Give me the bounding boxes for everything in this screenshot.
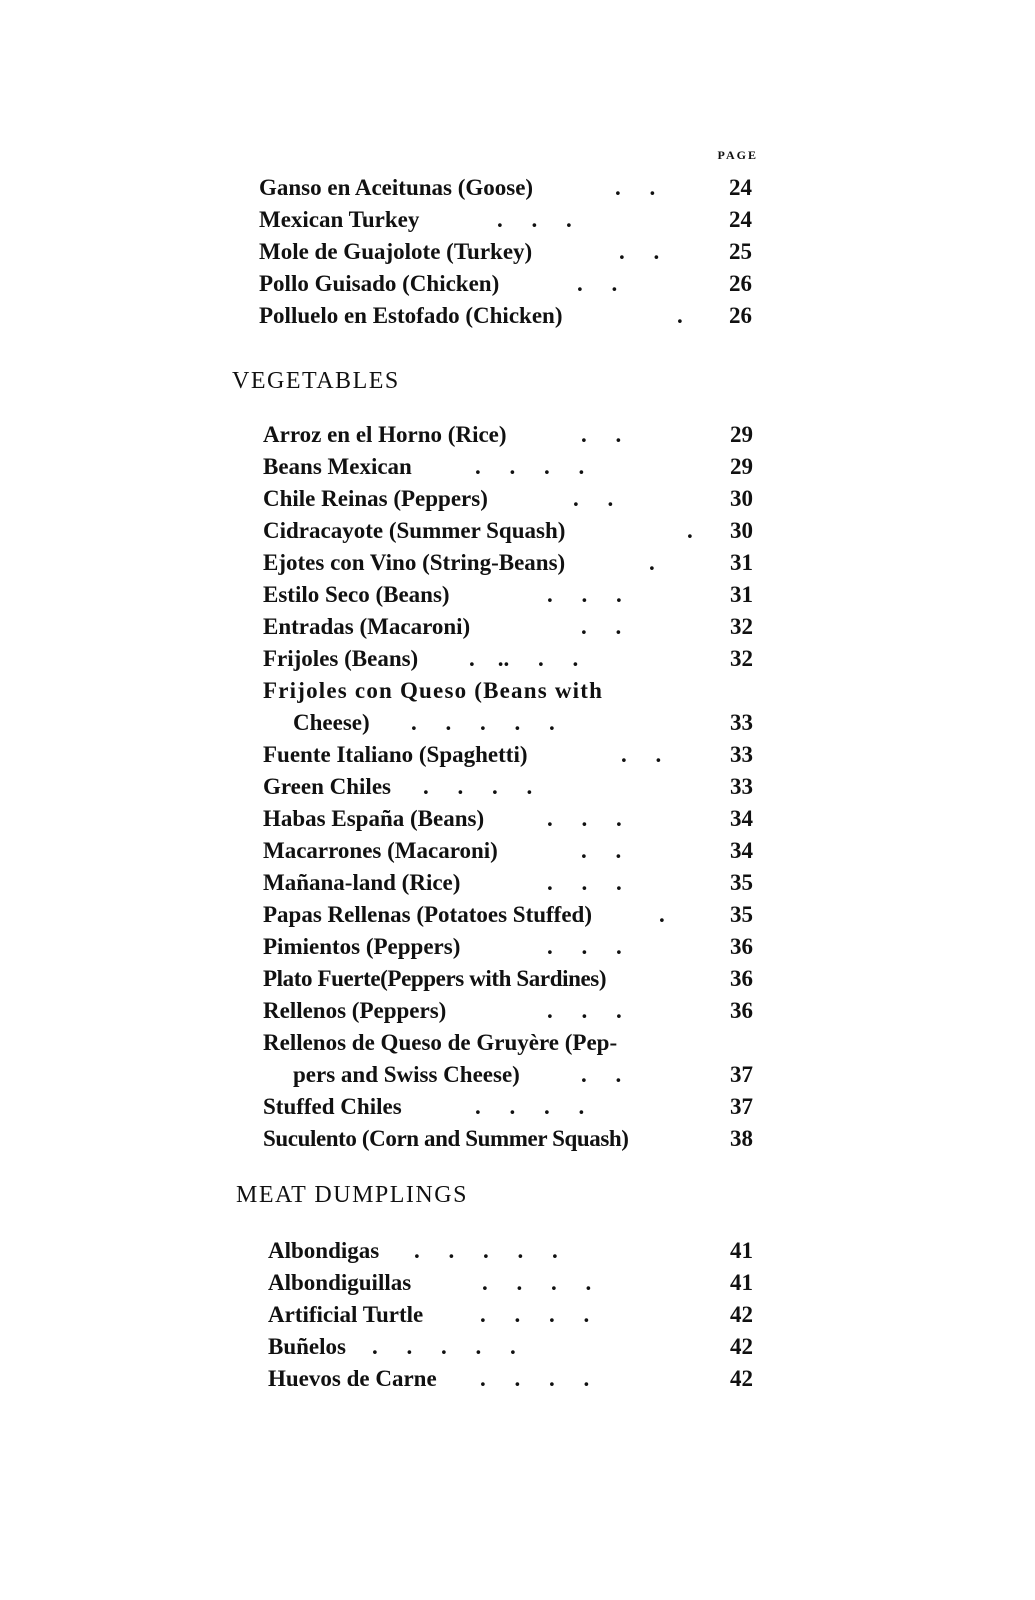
entry-title: Albondiguillas [268, 1270, 412, 1295]
entry-title: Mexican Turkey [259, 207, 420, 232]
entry-title: Rellenos de Queso de Gruyère (Pep- [263, 1030, 618, 1055]
entry-page: 31 [730, 550, 753, 575]
entry-page: 32 [730, 614, 753, 639]
entry-page: 30 [730, 486, 753, 511]
entry-page: 38 [730, 1126, 753, 1151]
leader-dots: . . [573, 486, 614, 511]
entry-title: Ejotes con Vino (String-Beans) [263, 550, 566, 575]
entry-page: 32 [730, 646, 753, 671]
entry-title: Plato Fuerte(Peppers with Sardines) [263, 966, 607, 991]
leader-dots: . . . . [480, 1302, 590, 1327]
section-heading-meat-dumplings: MEAT DUMPLINGS [236, 1182, 468, 1208]
toc-entry [263, 1123, 753, 1155]
entry-page: 24 [729, 207, 752, 232]
entry-page: 29 [730, 454, 753, 479]
toc-entry [263, 963, 753, 995]
entry-title: Suculento (Corn and Summer Squash) [263, 1126, 629, 1151]
leader-dots: . [677, 303, 683, 328]
entry-page: 29 [730, 422, 753, 447]
leader-dots: . . [581, 614, 622, 639]
toc-entry [259, 172, 752, 204]
toc-entry [259, 300, 752, 332]
leader-dots: . . . . [423, 774, 533, 799]
leader-dots: . . [577, 271, 618, 296]
entry-title: Chile Reinas (Peppers) [263, 486, 488, 511]
entry-page: 41 [730, 1270, 753, 1295]
toc-entry [263, 771, 753, 803]
entry-title: Estilo Seco (Beans) [263, 582, 450, 607]
entry-title: Mañana-land (Rice) [263, 870, 461, 895]
toc-entry [263, 483, 753, 515]
entry-title: Fuente Italiano (Spaghetti) [263, 742, 528, 767]
entry-title: Cidracayote (Summer Squash) [263, 518, 566, 543]
section-heading-vegetables: VEGETABLES [232, 368, 400, 394]
entry-page: 26 [729, 271, 752, 296]
entry-title-continued: Cheese) [293, 710, 370, 735]
entry-page: 30 [730, 518, 753, 543]
entry-title: Pimientos (Peppers) [263, 934, 461, 959]
leader-dots: . . . . [480, 1366, 590, 1391]
entry-page: 26 [729, 303, 752, 328]
entry-title: Papas Rellenas (Potatoes Stuffed) [263, 902, 592, 927]
toc-entry [263, 867, 753, 899]
toc-entry [268, 1331, 753, 1363]
toc-entry [263, 515, 753, 547]
entry-page: 33 [730, 742, 753, 767]
entry-title: Mole de Guajolote (Turkey) [259, 239, 533, 264]
entry-title: Habas España (Beans) [263, 806, 485, 831]
leader-dots: . . [619, 239, 660, 264]
toc-entry [268, 1267, 753, 1299]
entry-page: 37 [730, 1094, 753, 1119]
page-column-label: PAGE [717, 148, 758, 162]
toc-entry [263, 995, 753, 1027]
entry-page: 33 [730, 710, 753, 735]
entry-page: 36 [730, 966, 753, 991]
entry-title: Frijoles con Queso (Beans with [263, 678, 604, 703]
toc-entry [263, 451, 753, 483]
entry-title: Stuffed Chiles [263, 1094, 402, 1119]
leader-dots: . .. . . [469, 646, 579, 671]
toc-entry [268, 1299, 753, 1331]
leader-dots: . [687, 518, 693, 543]
toc-entry [263, 835, 753, 867]
entry-page: 42 [730, 1334, 753, 1359]
entry-page: 41 [730, 1238, 753, 1263]
leader-dots: . . . . . [414, 1238, 558, 1263]
leader-dots: . . . . [482, 1270, 592, 1295]
entry-title: Beans Mexican [263, 454, 412, 479]
entry-page: 34 [730, 838, 753, 863]
entry-title: Green Chiles [263, 774, 391, 799]
entry-title: Polluelo en Estofado (Chicken) [259, 303, 563, 328]
leader-dots: . . . [547, 582, 622, 607]
entry-title: Pollo Guisado (Chicken) [259, 271, 500, 296]
entry-page: 34 [730, 806, 753, 831]
leader-dots: . . [621, 742, 662, 767]
entry-page: 25 [729, 239, 752, 264]
entry-page: 42 [730, 1302, 753, 1327]
leader-dots: . . . . [475, 454, 585, 479]
entry-page: 37 [730, 1062, 753, 1087]
toc-entry [263, 579, 753, 611]
entry-page: 33 [730, 774, 753, 799]
toc-entry [263, 611, 753, 643]
toc-entry [263, 419, 753, 451]
leader-dots: . . . [547, 806, 622, 831]
toc-entry [263, 803, 753, 835]
entry-page: 35 [730, 902, 753, 927]
leader-dots: . . . . . [372, 1334, 516, 1359]
toc-entry [263, 643, 753, 675]
leader-dots: . [659, 902, 665, 927]
toc-entry [263, 931, 753, 963]
entry-title: Buñelos [268, 1334, 346, 1359]
toc-entry [259, 236, 752, 268]
toc-entry [268, 1235, 753, 1267]
entry-title: Rellenos (Peppers) [263, 998, 447, 1023]
toc-entry [263, 1091, 753, 1123]
entry-title: Artificial Turtle [268, 1302, 424, 1327]
leader-dots: . . [615, 175, 656, 200]
toc-entry [263, 739, 753, 771]
toc-entry-two-line [263, 675, 753, 739]
leader-dots: . . . [497, 207, 572, 232]
leader-dots: . . . [547, 934, 622, 959]
toc-entry [263, 547, 753, 579]
leader-dots: . . [581, 422, 622, 447]
entry-title: Albondigas [268, 1238, 380, 1263]
toc-entry [259, 204, 752, 236]
entry-title: Frijoles (Beans) [263, 646, 419, 671]
entry-title: Macarrones (Macaroni) [263, 838, 498, 863]
leader-dots: . [649, 550, 655, 575]
toc-entry [259, 268, 752, 300]
entry-title: Entradas (Macaroni) [263, 614, 471, 639]
leader-dots: . . . . . [411, 710, 555, 735]
entry-title-continued: pers and Swiss Cheese) [293, 1062, 520, 1087]
entry-page: 36 [730, 998, 753, 1023]
leader-dots: . . [581, 1062, 622, 1087]
leader-dots: . . [581, 838, 622, 863]
entry-page: 31 [730, 582, 753, 607]
toc-entry [263, 899, 753, 931]
entry-title: Arroz en el Horno (Rice) [263, 422, 507, 447]
leader-dots: . . . [547, 870, 622, 895]
entry-page: 24 [729, 175, 752, 200]
entry-title: Ganso en Aceitunas (Goose) [259, 175, 534, 200]
entry-page: 42 [730, 1366, 753, 1391]
toc-entry-two-line [263, 1027, 753, 1091]
leader-dots: . . . . [475, 1094, 585, 1119]
entry-page: 35 [730, 870, 753, 895]
entry-title: Huevos de Carne [268, 1366, 437, 1391]
entry-page: 36 [730, 934, 753, 959]
leader-dots: . . . [547, 998, 622, 1023]
toc-entry [268, 1363, 753, 1395]
